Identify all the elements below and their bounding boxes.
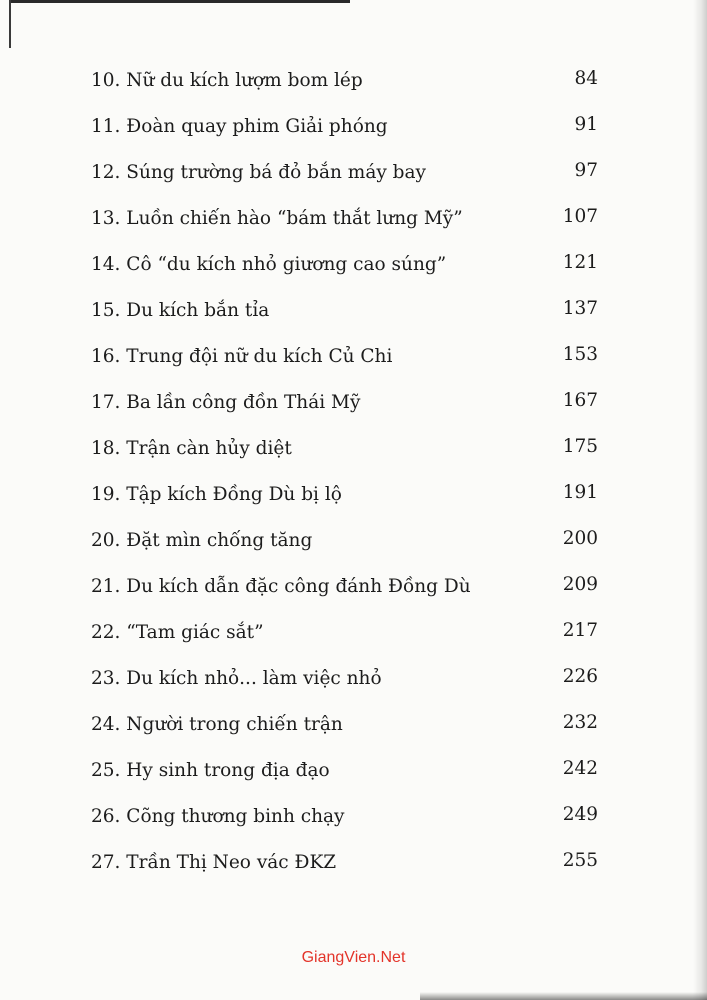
toc-entry-title: 12. Súng trường bá đỏ bắn máy bay (91, 162, 427, 183)
toc-entry (0, 658, 707, 704)
toc-entry-page-number: 191 (562, 482, 598, 503)
toc-entry-page-number: 242 (562, 758, 598, 779)
toc-entry-title: 21. Du kích dẫn đặc công đánh Đồng Dù (91, 576, 471, 597)
toc-entry-title: 19. Tập kích Đồng Dù bị lộ (91, 484, 342, 505)
toc-entry (0, 842, 707, 888)
toc-entry-title: 11. Đoàn quay phim Giải phóng (91, 116, 388, 137)
toc-entry-page-number: 107 (562, 206, 598, 227)
toc-entry-page-number: 226 (562, 666, 598, 687)
toc-entry-page-number: 91 (574, 114, 598, 135)
toc-entry-title: 15. Du kích bắn tỉa (91, 300, 270, 321)
toc-entry (0, 106, 707, 152)
toc-entry-title: 27. Trần Thị Neo vác ĐKZ (91, 852, 337, 873)
toc-entry (0, 566, 707, 612)
toc-entry-page-number: 200 (562, 528, 598, 549)
toc-entry-page-number: 255 (562, 850, 598, 871)
toc-entry-title: 14. Cô “du kích nhỏ giương cao súng” (91, 254, 447, 275)
toc-entry-page-number: 153 (562, 344, 598, 365)
toc-entry-page-number: 137 (562, 298, 598, 319)
toc-entry-page-number: 232 (562, 712, 598, 733)
toc-entry-title: 23. Du kích nhỏ... làm việc nhỏ (91, 668, 382, 689)
toc-entry-title: 20. Đặt mìn chống tăng (91, 530, 313, 551)
toc-entry-title: 22. “Tam giác sắt” (91, 622, 264, 643)
table-of-contents (0, 60, 707, 888)
watermark-text: GiangVien.Net (301, 949, 406, 966)
toc-entry (0, 290, 707, 336)
toc-entry-page-number: 249 (562, 804, 598, 825)
page-left-edge (9, 0, 11, 48)
toc-entry (0, 336, 707, 382)
toc-entry-title: 13. Luồn chiến hào “bám thắt lưng Mỹ” (91, 208, 463, 229)
toc-entry (0, 750, 707, 796)
toc-entry-page-number: 167 (562, 390, 598, 411)
toc-entry-title: 25. Hy sinh trong địa đạo (91, 760, 330, 781)
toc-entry-page-number: 97 (574, 160, 598, 181)
toc-entry-title: 24. Người trong chiến trận (91, 714, 343, 735)
toc-entry-page-number: 84 (574, 68, 598, 89)
toc-entry-page-number: 175 (562, 436, 598, 457)
toc-entry (0, 382, 707, 428)
toc-entry (0, 704, 707, 750)
toc-entry (0, 244, 707, 290)
toc-entry-title: 17. Ba lần công đồn Thái Mỹ (91, 392, 361, 413)
toc-entry-page-number: 121 (562, 252, 598, 273)
toc-entry (0, 796, 707, 842)
toc-entry-title: 10. Nữ du kích lượm bom lép (91, 70, 363, 91)
toc-entry (0, 152, 707, 198)
toc-entry (0, 520, 707, 566)
toc-entry-title: 18. Trận càn hủy diệt (91, 438, 292, 459)
toc-entry (0, 198, 707, 244)
toc-entry-page-number: 209 (562, 574, 598, 595)
toc-entry-page-number: 217 (562, 620, 598, 641)
toc-entry-title: 16. Trung đội nữ du kích Củ Chi (91, 346, 393, 367)
toc-entry (0, 474, 707, 520)
toc-entry-title: 26. Cõng thương binh chạy (91, 806, 345, 827)
page-top-edge (10, 0, 350, 3)
toc-entry (0, 612, 707, 658)
page-bottom-edge (420, 992, 707, 1000)
toc-entry (0, 60, 707, 106)
toc-entry (0, 428, 707, 474)
